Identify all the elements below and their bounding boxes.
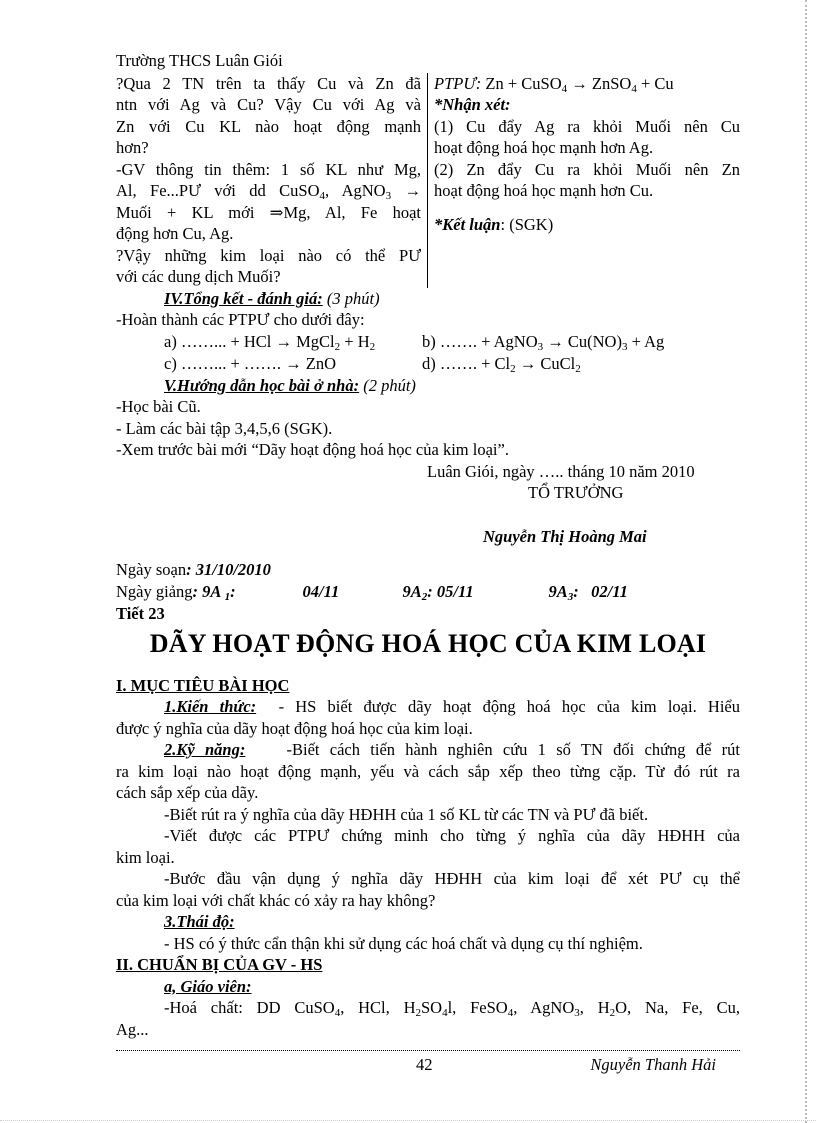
left-line: hơn? bbox=[116, 138, 149, 157]
equation-row bbox=[116, 331, 740, 353]
equation-b: b) ……. + AgNO$_3$ → $Cu(NO)_3 + Ag$ bbox=[422, 331, 665, 353]
thai-do-label: 3.Thái độ: bbox=[164, 912, 235, 931]
lesson-number: Tiết 23 bbox=[116, 604, 165, 623]
document-page bbox=[116, 50, 740, 1040]
tong-ket-task: -Hoàn thành các PTPƯ cho dưới đây: bbox=[116, 310, 365, 329]
ky-nang-line-3: cách sắp xếp của dãy. bbox=[116, 783, 259, 802]
nhan-xet-heading: *Nhận xét: bbox=[434, 95, 511, 114]
hoa-chat-line-2: Ag... bbox=[116, 1019, 149, 1039]
two-column-table bbox=[116, 73, 740, 288]
page-footer bbox=[116, 1050, 740, 1075]
left-line: -GV thông tin thêm: 1 số KL như Mg, bbox=[116, 159, 421, 179]
left-line: ?Qua 2 TN trên ta thấy Cu và Zn đã bbox=[116, 73, 421, 93]
class-1: : 9A $_1$: bbox=[192, 582, 236, 603]
huong-dan-heading bbox=[116, 375, 740, 397]
footer-author: Nguyễn Thanh Hải bbox=[590, 1055, 716, 1074]
kien-thuc-text: - HS biết được dãy hoạt động hoá học của kim loại. Hiểu bbox=[278, 697, 740, 716]
ket-luan-label: *Kết luận bbox=[434, 214, 501, 234]
equation-c: c) ……... + ……. → ZnO bbox=[164, 353, 336, 373]
giao-vien-heading bbox=[116, 976, 740, 998]
ky-nang-item: -Bước đầu vận dụng ý nghĩa dãy HĐHH của kim loại để xét PƯ cụ thể bbox=[164, 869, 740, 888]
equation-row bbox=[116, 353, 740, 375]
equation-d: d) ……. + $Cl_2$ → CuCl$_2$ bbox=[422, 353, 581, 375]
place-date: Luân Giói, ngày ….. tháng 10 năm 2010 bbox=[427, 461, 695, 481]
left-line: Zn với Cu KL nào hoạt động mạnh bbox=[116, 116, 421, 136]
left-line: ?Vậy những kim loại nào có thể PƯ bbox=[116, 245, 421, 265]
content-column bbox=[428, 73, 740, 288]
tong-ket-time: (3 phút) bbox=[326, 288, 380, 308]
ket-luan-text: : (SGK) bbox=[500, 214, 554, 234]
left-line: với các dung dịch Muối? bbox=[116, 267, 281, 286]
remark-line: hoạt động hoá học mạnh hơn Cu. bbox=[434, 181, 654, 200]
page-bottom-dotted bbox=[0, 1120, 816, 1121]
kien-thuc-label: 1.Kiến thức: bbox=[164, 697, 257, 716]
ky-nang-text: -Biết cách tiến hành nghiên cứu 1 số TN đối chứng để rút bbox=[286, 740, 741, 759]
school-header: Trường THCS Luân Giói bbox=[116, 51, 283, 70]
ky-nang-item: -Viết được các PTPƯ chứng minh cho từng ý nghĩa của dãy HĐHH của bbox=[164, 826, 740, 845]
remark-line: hoạt động hoá học mạnh hơn Ag. bbox=[434, 138, 654, 157]
ky-nang-item-cont: kim loại. bbox=[116, 847, 175, 867]
page-number: 42 bbox=[416, 1055, 433, 1074]
left-line: Muối + KL mới ⇒Mg, Al, Fe hoạt bbox=[116, 202, 421, 222]
ky-nang-item-cont: của kim loại với chất khác có xảy ra hay không? bbox=[116, 890, 436, 910]
hoa-chat-line: -Hoá chất: DD CuSO$_4$, HCl, $H_2SO_4l$, FeSO$_4$, AgNO$_3$, $H_2O$, Na, Fe, Cu, bbox=[164, 998, 740, 1019]
left-line: ntn với Ag và Cu? Vậy Cu với Ag và bbox=[116, 95, 421, 114]
page-edge-dotted bbox=[805, 0, 807, 1123]
section-1-title: I. MỤC TIÊU BÀI HỌC bbox=[116, 675, 290, 695]
tong-ket-title: IV.Tổng kết - đánh giá: bbox=[164, 288, 323, 308]
ket-luan-line bbox=[434, 214, 740, 236]
class-1-date: 04/11 bbox=[302, 582, 340, 601]
homework-item: - Làm các bài tập 3,4,5,6 (SGK). bbox=[116, 418, 333, 438]
homework-item: -Xem trước bài mới “Dãy hoạt động hoá học của kim loại”. bbox=[116, 440, 509, 459]
thai-do-heading bbox=[116, 911, 740, 933]
section-2-title: II. CHUẨN BỊ CỦA GV - HS bbox=[116, 955, 323, 974]
ky-nang-label: 2.Kỹ năng: bbox=[164, 740, 246, 759]
remark-line: (1) Cu đẩy Ag ra khỏi Muối nên Cu bbox=[434, 116, 740, 136]
ky-nang-item: -Biết rút ra ý nghĩa của dãy HĐHH của 1 số KL từ các TN và PƯ đã biết. bbox=[164, 804, 649, 824]
ngay-soan-label: Ngày soạn bbox=[116, 560, 187, 579]
remark-line: (2) Zn đẩy Cu ra khỏi Muối nên Zn bbox=[434, 159, 740, 179]
left-line: Al, Fe...PƯ với dd CuSO$_4$, AgNO$_3$ → bbox=[116, 181, 422, 202]
ngay-soan-value: : 31/10/2010 bbox=[186, 560, 271, 579]
lesson-title: DÃY HOẠT ĐỘNG HOÁ HỌC CỦA KIM LOẠI bbox=[149, 628, 707, 658]
signer-name: Nguyễn Thị Hoàng Mai bbox=[483, 526, 647, 546]
homework-item: -Học bài Cũ. bbox=[116, 397, 201, 416]
kien-thuc-line bbox=[116, 696, 740, 718]
ngay-giang-label: Ngày giảng bbox=[116, 582, 193, 601]
huong-dan-time: (2 phút) bbox=[363, 375, 416, 395]
left-line: động hơn Cu, Ag. bbox=[116, 224, 234, 243]
tong-ket-heading bbox=[116, 288, 740, 310]
huong-dan-title: V.Hướng dẫn học bài ở nhà: bbox=[164, 375, 360, 395]
ngay-soan-row bbox=[116, 559, 740, 581]
ky-nang-line bbox=[116, 739, 740, 761]
signer-role: TỔ TRƯỞNG bbox=[528, 483, 624, 502]
class-3: $9A_3$: 02/11 bbox=[548, 582, 628, 603]
ngay-giang-row bbox=[116, 581, 740, 603]
giao-vien-label: a, Giáo viên: bbox=[164, 976, 252, 996]
ky-nang-line-2: ra kim loại nào hoạt động mạnh, yếu và cách sắp xếp theo từng cặp. Từ đó rút ra bbox=[116, 761, 740, 781]
class-2: $9A_2$: 05/11 bbox=[402, 582, 474, 603]
thai-do-text: - HS có ý thức cẩn thận khi sử dụng các hoá chất và dụng cụ thí nghiệm. bbox=[164, 933, 643, 953]
ptpu-label: PTPƯ: bbox=[434, 73, 482, 93]
teacher-activity-column bbox=[116, 73, 428, 288]
ptpu-line: PTPƯ: Zn + CuSO$_4$ → ZnSO$_4$ + Cu bbox=[434, 73, 674, 95]
equation-a: a) ……... + HCl → MgCl$_2$ + $H_2$ bbox=[164, 331, 376, 353]
kien-thuc-line-2: được ý nghĩa của dãy hoạt động hoá học của kim loại. bbox=[116, 718, 473, 738]
